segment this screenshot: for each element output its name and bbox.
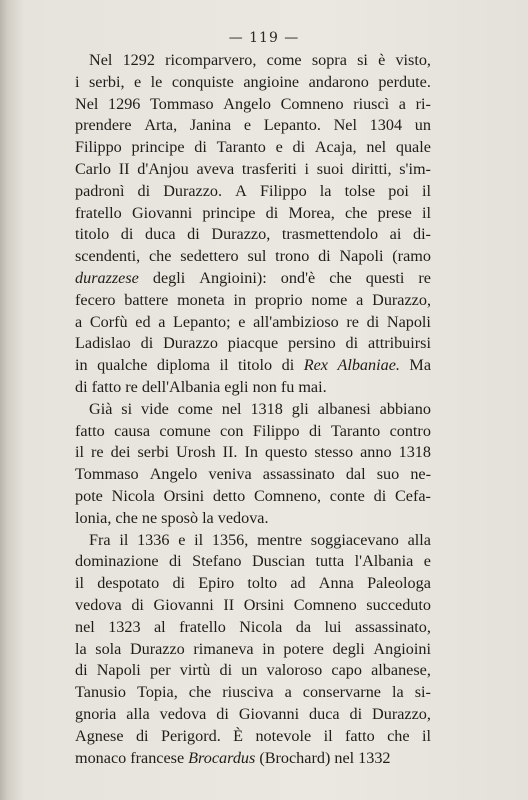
text-line: scendenti, che sedettero sul trono di Napoli (ramo [75,247,431,266]
text-line: a Corfù ed a Lepanto; e all'ambizioso re di Napoli [75,312,431,331]
text-line: fatto causa comune con Filippo di Taranto contro [75,421,431,440]
text-line: gnoria alla vedova di Giovanni duca di Durazzo, [75,704,431,723]
text-line: il despotato di Epiro tolto ad Anna Paleologa [75,574,431,593]
text-line: monaco francese Brocardus (Brochard) nel 1332 [75,748,391,767]
text-line: padronì di Durazzo. A Filippo la tolse poi il [75,181,431,200]
text-line: lonia, che ne sposò la vedova. [75,508,269,527]
text-line: vedova di Giovanni II Orsini Comneno succeduto [75,595,431,614]
text-line: prendere Arta, Janina e Lepanto. Nel 1304 un [75,116,431,135]
text-line: dominazione di Stefano Duscian tutta l'Albania e [75,552,431,571]
text-line: Nel 1292 ricomparvero, come sopra si è visto, [89,51,431,69]
body-text [75,50,431,769]
paragraph [75,530,431,770]
text-line: durazzese degli Angioini): ond'è che questi re [75,268,431,287]
text-line: Filippo principe di Taranto e di Acaja, nel quale [75,138,431,157]
text-line: Già si vide come nel 1318 gli albanesi abbiano [89,399,431,418]
text-line: fecero battere moneta in proprio nome a Durazzo, [75,290,431,309]
text-line: i serbi, e le conquiste angioine andarono perdute. [75,72,431,91]
text-line: Carlo II d'Anjou aveva trasferiti i suoi diritti, s'im- [75,159,431,178]
text-line: Tanusio Topia, che riusciva a conservarne la si- [75,683,431,702]
text-line: Fra il 1336 e il 1356, mentre soggiacevano alla [89,530,431,549]
text-line: il re dei serbi Urosh II. In questo stesso anno 1318 [75,443,431,462]
text-line: Ladislao di Durazzo piacque persino di attribuirsi [75,334,431,353]
paragraph [75,50,431,399]
text-line: fratello Giovanni principe di Morea, che prese il [75,203,431,222]
text-line: pote Nicola Orsini detto Comneno, conte di Cefa- [75,486,431,505]
text-line: di Napoli per virtù di un valoroso capo albanese, [75,661,431,680]
text-line: Tommaso Angelo veniva assassinato dal suo ne- [75,465,431,484]
text-line: nel 1323 al fratello Nicola da lui assassinato, [75,617,431,636]
page-number: — 119 — [228,30,300,46]
text-line: di fatto re dell'Albania egli non fu mai. [75,377,327,396]
text-line: titolo di duca di Durazzo, trasmettendolo ai di- [75,225,431,244]
text-line: Agnese di Perigord. È notevole il fatto che il [75,726,431,745]
text-line: Nel 1296 Tommaso Angelo Comneno riuscì a ri- [75,94,431,113]
text-line: in qualche diploma il titolo di Rex Albaniae. Ma [75,356,431,375]
paragraph [75,399,431,530]
text-line: la sola Durazzo rimaneva in potere degli Angioini [75,639,431,658]
